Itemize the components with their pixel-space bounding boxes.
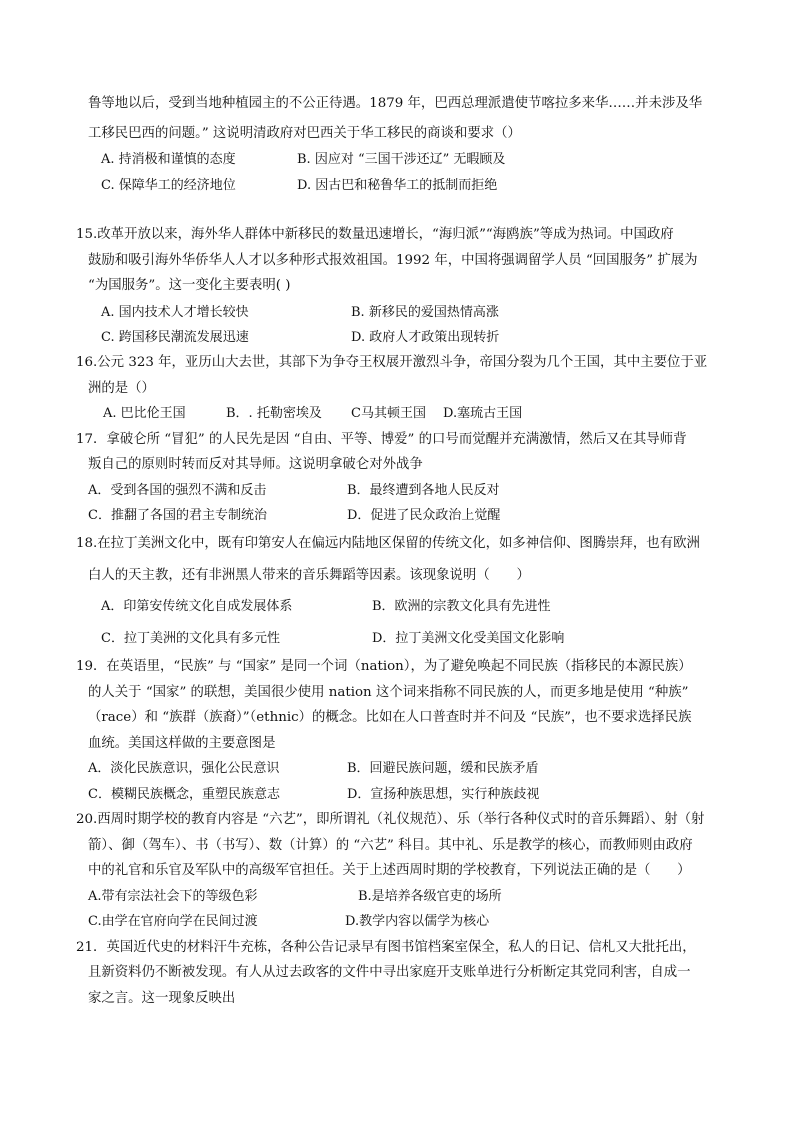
q16-option-c: C马其顿王国 (351, 406, 426, 421)
q14-option-b: B. 因应对 “三国干涉还辽” 无暇顾及 (297, 152, 506, 167)
q19-option-c: C．模糊民族概念，重塑民族意志 (88, 787, 280, 802)
q20-line-1: 20.西周时期学校的教育内容是 “六艺”，即所谓礼（礼仪规范）、乐（举行各种仪式时的音乐舞蹈）、射（射 (76, 812, 705, 827)
q14-option-a: A. 持消极和谨慎的态度 (101, 152, 236, 167)
q18-option-a: A．印第安传统文化自成发展体系 (101, 599, 293, 614)
q16-option-d: D.塞琉古王国 (443, 406, 523, 421)
q15-line-1: 15.改革开放以来，海外华人群体中新移民的数量迅速增长，“海归派”“海鸥族”等成为热词。中国政府 (76, 227, 674, 242)
q14-option-c: C. 保障华工的经济地位 (101, 178, 236, 193)
q20-option-a: A.带有宗法社会下的等级色彩 (88, 889, 258, 904)
q19-option-a: A．淡化民族意识，强化公民意识 (88, 761, 280, 776)
q17-line-2: 叛自己的原则时转而反对其导师。这说明拿破仑对外战争 (88, 457, 423, 472)
q15-option-d: D. 政府人才政策出现转折 (351, 330, 500, 345)
q14-line-2: 工移民巴西的问题。” 这说明清政府对巴西关于华工移民的商谈和要求（） (88, 126, 521, 141)
q15-option-a: A. 国内技术人才增长较快 (101, 305, 249, 320)
q20-option-d: D.教学内容以儒学为核心 (345, 914, 490, 929)
q16-option-b: B．. 托勒密埃及 (226, 406, 322, 421)
q16-line-1: 16.公元 323 年，亚历山大去世，其部下为争夺王权展开激烈斗争，帝国分裂为几个王国，其中主要位于亚 (76, 355, 708, 370)
q20-option-b: B.是培养各级官吏的场所 (358, 889, 502, 904)
q19-option-d: D．宣扬种族思想，实行种族歧视 (347, 787, 540, 802)
q15-option-b: B. 新移民的爱国热情高涨 (351, 305, 499, 320)
q15-line-3: “为国服务”。这一变化主要表明( ) (88, 278, 291, 293)
q21-line-3: 家之言。这一现象反映出 (88, 991, 236, 1006)
q18-line-2: 白人的天主教，还有非洲黑人带来的音乐舞蹈等因素。该现象说明（ ） (88, 568, 530, 583)
q14-option-d: D. 因古巴和秘鲁华工的抵制而拒绝 (297, 178, 498, 193)
q18-option-b: B．欧洲的宗教文化具有先进性 (372, 599, 551, 614)
q20-option-c: C.由学在官府向学在民间过渡 (88, 914, 258, 929)
q15-option-c: C. 跨国移民潮流发展迅速 (101, 330, 249, 345)
q19-option-b: B．回避民族问题，缓和民族矛盾 (347, 761, 539, 776)
q18-line-1: 18.在拉丁美洲文化中，既有印第安人在偏远内陆地区保留的传统文化，如多神信仰、图腾崇拜，也有欧洲 (76, 536, 700, 551)
q19-line-1: 19．在英语里，“民族” 与 “国家” 是同一个词（nation），为了避免唤起不同民族（指移民的本源民族） (76, 659, 692, 674)
q15-line-2: 鼓励和吸引海外华侨华人人才以多种形式报效祖国。1992 年，中国将强调留学人员 “回国服务” 扩展为 (88, 253, 698, 268)
q16-option-a: A. 巴比伦王国 (103, 406, 186, 421)
q19-line-3: （race）和 “族群（族裔）”（ethnic）的概念。比如在人口普查时并不问及 “民族”，也不要求选择民族 (88, 710, 692, 725)
q18-option-c: C．拉丁美洲的文化具有多元性 (101, 631, 280, 646)
q21-line-1: 21．英国近代史的材料汗牛充栋，各种公告记录早有图书馆档案室保全，私人的日记、信札又大批托出， (76, 940, 696, 955)
q14-line-1: 鲁等地以后，受到当地种植园主的不公正待遇。1879 年，巴西总理派遣使节喀拉多来华……并未涉及华 (88, 96, 703, 111)
q20-line-2: 箭）、御（驾车）、书（书写）、数（计算）的 “六艺” 科目。其中礼、乐是教学的核心，而教师则由政府 (88, 838, 693, 853)
q17-option-a: A．受到各国的强烈不满和反击 (88, 483, 267, 498)
q21-line-2: 且新资料仍不断被发现。有人从过去政客的文件中寻出家庭开支账单进行分析断定其党同利害，自成一 (88, 965, 691, 980)
q17-line-1: 17．拿破仑所 “冒犯” 的人民先是因 “自由、平等、博爱” 的口号而觉醒并充满激情，然后又在其导师背 (76, 432, 687, 447)
q16-line-2: 洲的是（） (88, 381, 155, 396)
q18-option-d: D．拉丁美洲文化受美国文化影响 (372, 631, 565, 646)
q17-option-b: B．最终遭到各地人民反对 (347, 483, 500, 498)
q20-line-3: 中的礼官和乐官及军队中的高级军官担任。关于上述西周时期的学校教育，下列说法正确的是（ ） (88, 863, 691, 878)
q17-option-c: C．推翻了各国的君主专制统治 (88, 508, 267, 523)
q19-line-2: 的人关于 “国家” 的联想，美国很少使用 nation 这个词来指称不同民族的人，而更多地是使用 “种族” (88, 685, 689, 700)
q19-line-4: 血统。美国这样做的主要意图是 (88, 736, 276, 751)
q17-option-d: D．促进了民众政治上觉醒 (347, 508, 501, 523)
